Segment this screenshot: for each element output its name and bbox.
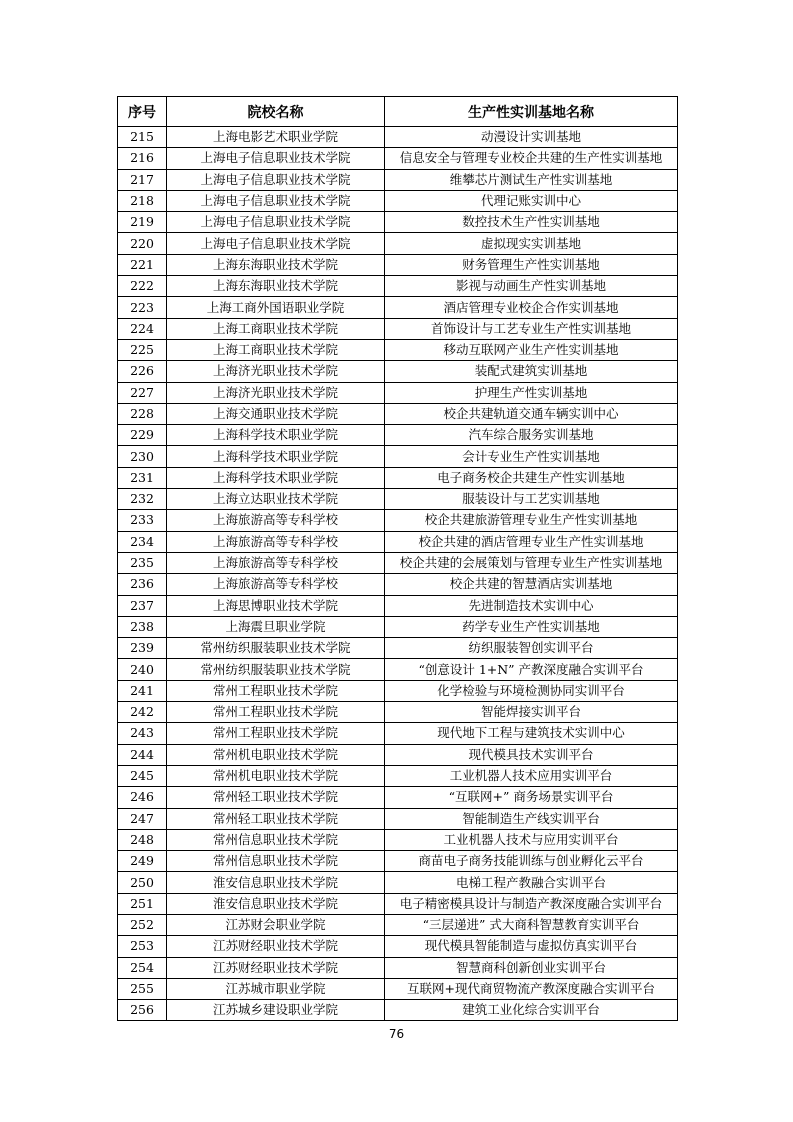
cell-index: 243 [118,723,167,744]
table-row [118,680,678,701]
cell-base-name: 校企共建旅游管理专业生产性实训基地 [385,510,678,531]
cell-school-name: 上海思博职业技术学院 [167,595,385,616]
cell-base-name: 护理生产性实训基地 [385,382,678,403]
cell-index: 231 [118,467,167,488]
cell-school-name: 常州信息职业技术学院 [167,851,385,872]
cell-base-name: 互联网+现代商贸物流产教深度融合实训平台 [385,978,678,999]
cell-base-name: 现代模具技术实训平台 [385,744,678,765]
table-row [118,978,678,999]
cell-base-name: 影视与动画生产性实训基地 [385,276,678,297]
cell-school-name: 江苏城乡建设职业学院 [167,1000,385,1021]
table-row [118,1000,678,1021]
cell-base-name: 信息安全与管理专业校企共建的生产性实训基地 [385,148,678,169]
cell-school-name: 上海科学技术职业学院 [167,425,385,446]
cell-base-name: 数控技术生产性实训基地 [385,212,678,233]
cell-index: 230 [118,446,167,467]
table-row [118,425,678,446]
cell-base-name: 电梯工程产教融合实训平台 [385,872,678,893]
cell-index: 252 [118,914,167,935]
table-row [118,595,678,616]
cell-school-name: 上海旅游高等专科学校 [167,510,385,531]
cell-base-name: 汽车综合服务实训基地 [385,425,678,446]
cell-index: 240 [118,659,167,680]
cell-school-name: 上海济光职业技术学院 [167,382,385,403]
cell-index: 254 [118,957,167,978]
table-row [118,169,678,190]
cell-school-name: 淮安信息职业技术学院 [167,872,385,893]
cell-school-name: 上海工商职业技术学院 [167,318,385,339]
table-row [118,552,678,573]
cell-base-name: 虚拟现实实训基地 [385,233,678,254]
table-row [118,744,678,765]
cell-school-name: 上海电子信息职业技术学院 [167,148,385,169]
table-row [118,446,678,467]
cell-index: 234 [118,531,167,552]
cell-base-name: 校企共建的酒店管理专业生产性实训基地 [385,531,678,552]
table-body [118,127,678,1021]
cell-school-name: 上海济光职业技术学院 [167,361,385,382]
cell-school-name: 常州工程职业技术学院 [167,680,385,701]
cell-index: 238 [118,616,167,637]
cell-index: 248 [118,829,167,850]
table-row [118,914,678,935]
cell-school-name: 常州机电职业技术学院 [167,765,385,786]
cell-base-name: 商苗电子商务技能训练与创业孵化云平台 [385,851,678,872]
cell-index: 227 [118,382,167,403]
cell-base-name: “互联网+” 商务场景实训平台 [385,787,678,808]
cell-base-name: 校企共建的会展策划与管理专业生产性实训基地 [385,552,678,573]
cell-base-name: “三层递进” 式大商科智慧教育实训平台 [385,914,678,935]
cell-school-name: 上海交通职业技术学院 [167,403,385,424]
cell-base-name: 维攀芯片测试生产性实训基地 [385,169,678,190]
cell-school-name: 上海电子信息职业技术学院 [167,233,385,254]
cell-index: 218 [118,190,167,211]
cell-index: 215 [118,127,167,148]
cell-index: 226 [118,361,167,382]
cell-base-name: 财务管理生产性实训基地 [385,254,678,275]
table-row [118,787,678,808]
cell-school-name: 江苏财会职业学院 [167,914,385,935]
header-school-name: 院校名称 [167,97,385,127]
table-row [118,212,678,233]
cell-school-name: 上海工商职业技术学院 [167,339,385,360]
cell-base-name: 电子商务校企共建生产性实训基地 [385,467,678,488]
cell-school-name: 上海电子信息职业技术学院 [167,212,385,233]
cell-base-name: 智慧商科创新创业实训平台 [385,957,678,978]
cell-base-name: 校企共建的智慧酒店实训基地 [385,574,678,595]
cell-index: 250 [118,872,167,893]
table-row [118,339,678,360]
table-row [118,936,678,957]
cell-school-name: 上海电影艺术职业学院 [167,127,385,148]
cell-school-name: 上海震旦职业学院 [167,616,385,637]
table-row [118,382,678,403]
table-row [118,829,678,850]
table-row [118,510,678,531]
cell-school-name: 淮安信息职业技术学院 [167,893,385,914]
cell-index: 241 [118,680,167,701]
table-row [118,297,678,318]
cell-index: 216 [118,148,167,169]
page-number: 76 [388,1027,405,1041]
table-row [118,638,678,659]
cell-index: 232 [118,489,167,510]
table-row [118,957,678,978]
header-index: 序号 [118,97,167,127]
table-row [118,574,678,595]
cell-school-name: 常州纺织服装职业技术学院 [167,638,385,659]
cell-school-name: 常州轻工职业技术学院 [167,787,385,808]
table-row [118,531,678,552]
cell-base-name: “创意设计 1+N” 产教深度融合实训平台 [385,659,678,680]
cell-base-name: 酒店管理专业校企合作实训基地 [385,297,678,318]
cell-index: 244 [118,744,167,765]
cell-base-name: 现代地下工程与建筑技术实训中心 [385,723,678,744]
cell-index: 225 [118,339,167,360]
cell-school-name: 常州机电职业技术学院 [167,744,385,765]
table-row [118,276,678,297]
table-row [118,403,678,424]
cell-index: 223 [118,297,167,318]
table-row [118,254,678,275]
cell-base-name: 现代模具智能制造与虚拟仿真实训平台 [385,936,678,957]
table-header-row [118,97,678,127]
cell-index: 247 [118,808,167,829]
cell-index: 217 [118,169,167,190]
cell-index: 237 [118,595,167,616]
cell-index: 242 [118,702,167,723]
cell-school-name: 上海科学技术职业学院 [167,467,385,488]
table-row [118,702,678,723]
cell-index: 253 [118,936,167,957]
cell-base-name: 工业机器人技术应用实训平台 [385,765,678,786]
cell-base-name: 代理记账实训中心 [385,190,678,211]
cell-base-name: 会计专业生产性实训基地 [385,446,678,467]
header-base-name: 生产性实训基地名称 [385,97,678,127]
cell-school-name: 常州信息职业技术学院 [167,829,385,850]
cell-base-name: 纺织服装智创实训平台 [385,638,678,659]
table-row [118,872,678,893]
table-row [118,361,678,382]
cell-school-name: 常州纺织服装职业技术学院 [167,659,385,680]
cell-index: 221 [118,254,167,275]
cell-base-name: 装配式建筑实训基地 [385,361,678,382]
cell-index: 224 [118,318,167,339]
cell-school-name: 上海电子信息职业技术学院 [167,190,385,211]
cell-base-name: 校企共建轨道交通车辆实训中心 [385,403,678,424]
cell-school-name: 上海东海职业技术学院 [167,254,385,275]
cell-index: 246 [118,787,167,808]
training-base-table [117,96,678,1021]
cell-index: 251 [118,893,167,914]
table-row [118,489,678,510]
table-row [118,318,678,339]
cell-base-name: 工业机器人技术与应用实训平台 [385,829,678,850]
table-row [118,893,678,914]
cell-base-name: 首饰设计与工艺专业生产性实训基地 [385,318,678,339]
cell-index: 228 [118,403,167,424]
table-row [118,148,678,169]
table-row [118,808,678,829]
cell-index: 236 [118,574,167,595]
cell-base-name: 药学专业生产性实训基地 [385,616,678,637]
table-row [118,616,678,637]
table-row [118,851,678,872]
cell-index: 222 [118,276,167,297]
cell-index: 235 [118,552,167,573]
table-row [118,765,678,786]
cell-school-name: 江苏城市职业学院 [167,978,385,999]
cell-index: 245 [118,765,167,786]
table-row [118,190,678,211]
cell-school-name: 上海旅游高等专科学校 [167,531,385,552]
cell-school-name: 江苏财经职业技术学院 [167,936,385,957]
cell-school-name: 上海东海职业技术学院 [167,276,385,297]
cell-school-name: 常州工程职业技术学院 [167,723,385,744]
cell-base-name: 化学检验与环境检测协同实训平台 [385,680,678,701]
cell-base-name: 智能焊接实训平台 [385,702,678,723]
table-row [118,659,678,680]
table-row [118,467,678,488]
cell-base-name: 建筑工业化综合实训平台 [385,1000,678,1021]
cell-index: 220 [118,233,167,254]
cell-index: 239 [118,638,167,659]
cell-school-name: 上海工商外国语职业学院 [167,297,385,318]
cell-index: 233 [118,510,167,531]
cell-base-name: 先进制造技术实训中心 [385,595,678,616]
cell-school-name: 上海立达职业技术学院 [167,489,385,510]
cell-base-name: 智能制造生产线实训平台 [385,808,678,829]
cell-school-name: 江苏财经职业技术学院 [167,957,385,978]
cell-index: 256 [118,1000,167,1021]
cell-school-name: 上海电子信息职业技术学院 [167,169,385,190]
cell-index: 249 [118,851,167,872]
cell-school-name: 常州轻工职业技术学院 [167,808,385,829]
cell-index: 229 [118,425,167,446]
cell-school-name: 上海科学技术职业学院 [167,446,385,467]
cell-base-name: 电子精密模具设计与制造产教深度融合实训平台 [385,893,678,914]
cell-school-name: 上海旅游高等专科学校 [167,552,385,573]
table-row [118,723,678,744]
cell-school-name: 常州工程职业技术学院 [167,702,385,723]
cell-base-name: 服装设计与工艺实训基地 [385,489,678,510]
cell-base-name: 移动互联网产业生产性实训基地 [385,339,678,360]
cell-base-name: 动漫设计实训基地 [385,127,678,148]
cell-index: 255 [118,978,167,999]
table-row [118,127,678,148]
cell-school-name: 上海旅游高等专科学校 [167,574,385,595]
table-row [118,233,678,254]
cell-index: 219 [118,212,167,233]
